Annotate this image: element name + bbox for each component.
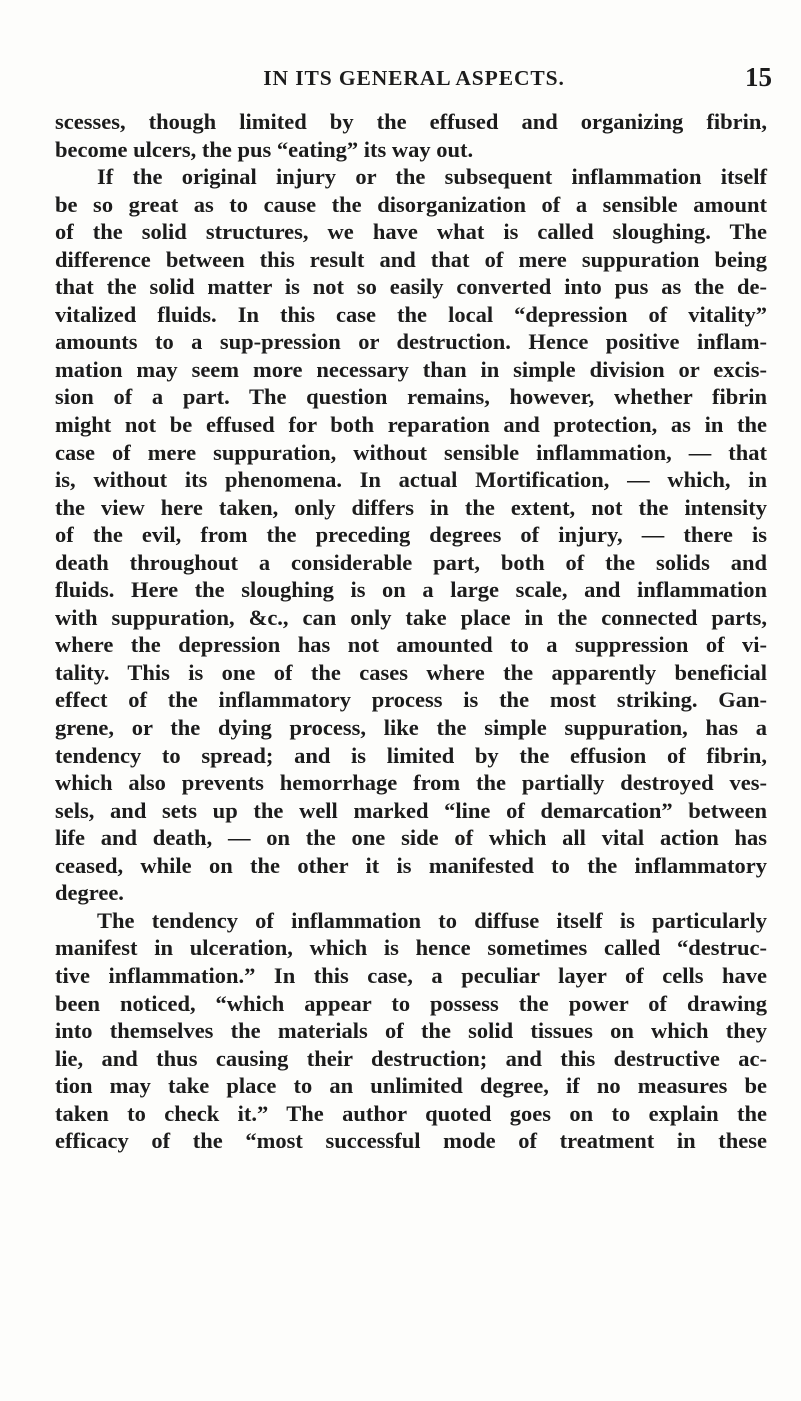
text-line: life and death, — on the one side of which all vital action has: [55, 825, 767, 851]
text-line: that the solid matter is not so easily converted into pus as the de-: [55, 274, 767, 300]
text-line: If the original injury or the subsequent inflammation itself: [97, 164, 767, 190]
text-line: death throughout a considerable part, both of the solids and: [55, 549, 767, 575]
text-line: of the solid structures, we have what is called sloughing. The: [55, 219, 767, 245]
text-line: into themselves the materials of the solid tissues on which they: [55, 1018, 767, 1044]
running-head: IN ITS GENERAL ASPECTS.: [263, 66, 565, 90]
text-line: which also prevents hemorrhage from the partially destroyed ves-: [55, 770, 767, 796]
text-line: tive inflammation.” In this case, a peculiar layer of cells have: [55, 962, 767, 988]
text-line: the view here taken, only differs in the extent, not the intensity: [55, 494, 767, 520]
paragraph-2: [55, 163, 767, 907]
text-line: manifest in ulceration, which is hence sometimes called “destruc-: [55, 935, 767, 961]
text-line: been noticed, “which appear to possess the power of drawing: [55, 990, 767, 1016]
text-line: grene, or the dying process, like the simple suppuration, has a: [55, 715, 767, 741]
page-number: 15: [745, 62, 772, 92]
text-line: vitalized fluids. In this case the local “depression of vitality”: [55, 301, 767, 327]
body-text: [55, 108, 767, 1155]
text-line: of the evil, from the preceding degrees of injury, — there is: [55, 522, 767, 548]
text-line: ceased, while on the other it is manifested to the inflammatory: [55, 852, 767, 878]
text-line: The tendency of inflammation to diffuse itself is particularly: [97, 907, 767, 933]
text-line: lie, and thus causing their destruction; and this destructive ac-: [55, 1045, 767, 1071]
text-line: sion of a part. The question remains, however, whether fibrin: [55, 384, 767, 410]
text-line: is, without its phenomena. In actual Mortification, — which, in: [55, 467, 767, 493]
text-line: where the depression has not amounted to a suppression of vi-: [55, 632, 767, 658]
text-line: be so great as to cause the disorganization of a sensible amount: [55, 191, 767, 217]
paragraph-1: [55, 108, 767, 163]
text-line: with suppuration, &c., can only take place in the connected parts,: [55, 604, 767, 630]
text-line: tion may take place to an unlimited degree, if no measures be: [55, 1073, 767, 1099]
paragraph-3: [55, 907, 767, 1155]
text-line: degree.: [55, 880, 124, 906]
text-line: might not be effused for both reparation and protection, as in the: [55, 412, 767, 438]
page-header: [60, 62, 772, 96]
text-line: effect of the inflammatory process is the most striking. Gan-: [55, 687, 767, 713]
text-line: tendency to spread; and is limited by the effusion of fibrin,: [55, 742, 767, 768]
text-line: taken to check it.” The author quoted goes on to explain the: [55, 1100, 767, 1126]
text-line: case of mere suppuration, without sensible inflammation, — that: [55, 439, 767, 465]
text-line: tality. This is one of the cases where the apparently beneficial: [55, 659, 767, 685]
text-line: difference between this result and that of mere suppuration being: [55, 246, 767, 272]
text-line: amounts to a sup-pression or destruction. Hence positive inflam-: [55, 329, 767, 355]
text-line: fluids. Here the sloughing is on a large scale, and inflammation: [55, 577, 767, 603]
text-line: efficacy of the “most successful mode of treatment in these: [55, 1128, 767, 1154]
text-line: become ulcers, the pus “eating” its way out.: [55, 136, 474, 162]
text-line: mation may seem more necessary than in simple division or excis-: [55, 356, 767, 382]
text-line: scesses, though limited by the effused and organizing fibrin,: [55, 109, 767, 134]
text-line: sels, and sets up the well marked “line of demarcation” between: [55, 797, 767, 823]
